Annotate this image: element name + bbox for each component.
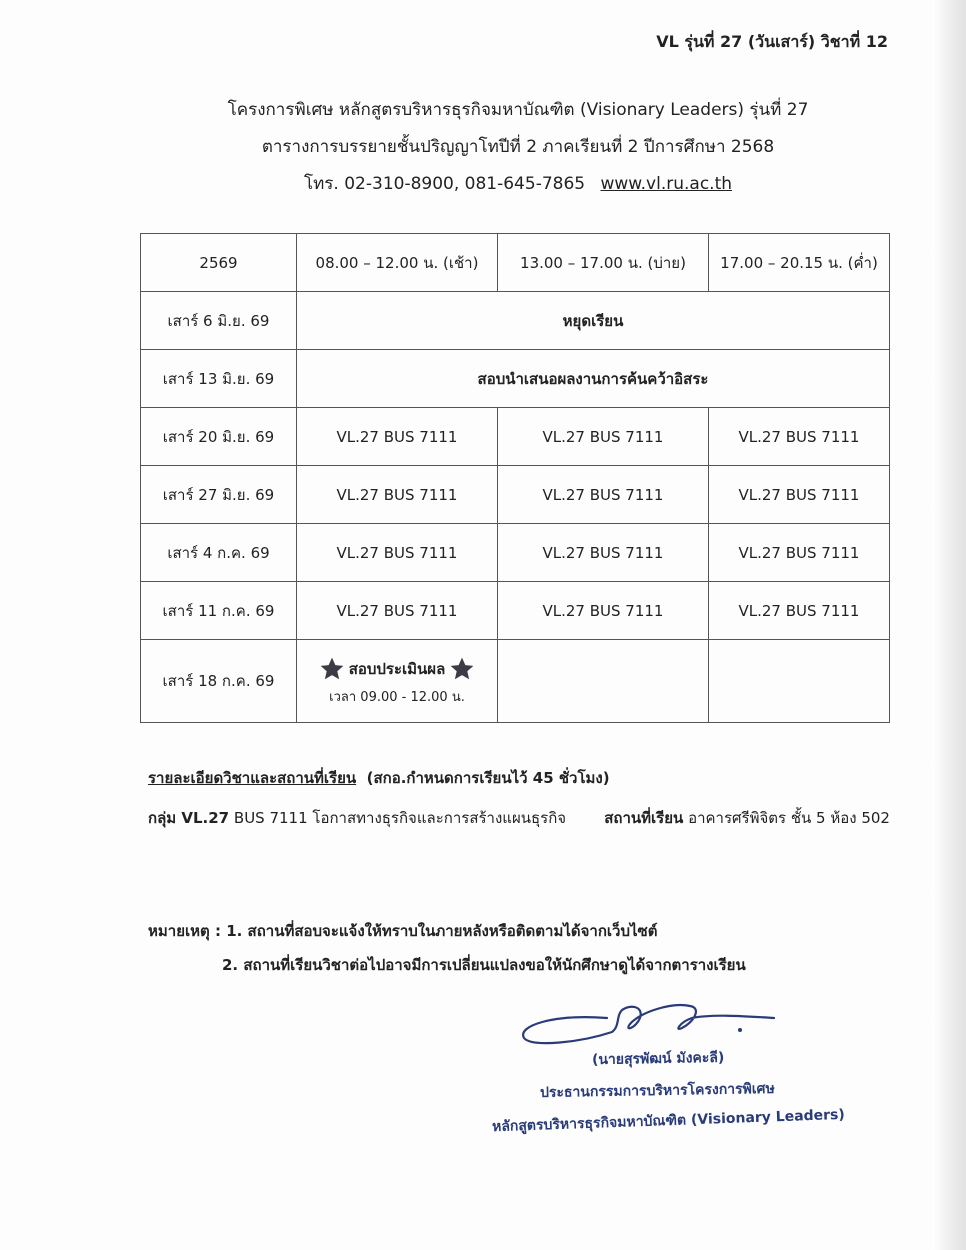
table-row [141,466,890,524]
exam-time: เวลา 09.00 - 12.00 น. [329,689,465,705]
signatory-position: ประธานกรรมการบริหารโครงการพิเศษ [539,1080,775,1102]
star-icon [319,656,345,682]
details-hours-note: (สกอ.กำหนดการเรียนไว้ 45 ชั่วโมง) [366,769,610,787]
signatory-program: หลักสูตรบริหารธุรกิจมหาบัณฑิต (Visionary Leaders) [491,1106,846,1136]
cell-afternoon: VL.27 BUS 7111 [498,466,709,524]
header-schedule-title: ตารางการบรรยายชั้นปริญญาโทปีที่ 2 ภาคเรียนที่ 2 ปีการศึกษา 2568 [261,137,775,157]
cell-evening: VL.27 BUS 7111 [709,408,890,466]
row-date: เสาร์ 13 มิ.ย. 69 [141,350,297,408]
row-merged-note: หยุดเรียน [297,292,890,350]
cell-morning: VL.27 BUS 7111 [297,524,498,582]
header-morning: 08.00 – 12.00 น. (เช้า) [297,234,498,292]
signature-scribble [512,996,792,1054]
cell-afternoon: VL.27 BUS 7111 [498,582,709,640]
table-row [141,350,890,408]
exam-label: สอบประเมินผล [348,659,446,678]
schedule-table [140,233,890,723]
table-header-row [141,234,890,292]
cell-afternoon: VL.27 BUS 7111 [498,408,709,466]
table-row [141,640,890,723]
row-date: เสาร์ 18 ก.ค. 69 [141,640,297,723]
course-name: BUS 7111 โอกาสทางธุรกิจและการสร้างแผนธุรกิจ [233,809,567,827]
row-date: เสาร์ 27 มิ.ย. 69 [141,466,297,524]
header-contact [35,170,966,197]
star-icon [449,656,475,682]
cell-afternoon: VL.27 BUS 7111 [498,524,709,582]
details-title: รายละเอียดวิชาและสถานที่เรียน [148,769,357,787]
header-website-link[interactable]: www.vl.ru.ac.th [600,174,733,194]
table-row [141,292,890,350]
table-row [141,524,890,582]
header-evening: 17.00 – 20.15 น. (ค่ำ) [709,234,890,292]
row-date: เสาร์ 6 มิ.ย. 69 [141,292,297,350]
header-afternoon: 13.00 – 17.00 น. (บ่าย) [498,234,709,292]
header-program-title: โครงการพิเศษ หลักสูตรบริหารธุรกิจมหาบัณฑิต (Visionary Leaders) รุ่นที่ 27 [227,100,809,120]
details-heading [148,766,610,790]
header-year: 2569 [141,234,297,292]
signatory-name: (นายสุรพัฒน์ มังคะลี) [591,1049,725,1069]
cell-morning: VL.27 BUS 7111 [297,582,498,640]
place-label: สถานที่เรียน [604,809,684,827]
course-details [148,806,890,830]
notes-label: หมายเหตุ : [148,922,221,940]
header-phone: โทร. 02-310-8900, 081-645-7865 [303,174,586,194]
document-code: VL รุ่นที่ 27 (วันเสาร์) วิชาที่ 12 [656,32,888,51]
table-row [141,408,890,466]
note-2: 2. สถานที่เรียนวิชาต่อไปอาจมีการเปลี่ยนแปลงขอให้นักศึกษาดูได้จากตารางเรียน [222,956,746,974]
row-date: เสาร์ 20 มิ.ย. 69 [141,408,297,466]
table-row [141,582,890,640]
cell-evening: VL.27 BUS 7111 [709,524,890,582]
row-merged-note: สอบนำเสนอผลงานการค้นคว้าอิสระ [297,350,890,408]
cell-exam [297,640,498,723]
notes-line-1 [148,919,657,943]
place-value: อาคารศรีพิจิตร ชั้น 5 ห้อง 502 [688,809,890,827]
note-1: 1. สถานที่สอบจะแจ้งให้ทราบในภายหลังหรือติดตามได้จากเว็บไซต์ [226,922,658,940]
cell-morning: VL.27 BUS 7111 [297,466,498,524]
cell-evening [709,640,890,723]
cell-evening: VL.27 BUS 7111 [709,466,890,524]
cell-morning: VL.27 BUS 7111 [297,408,498,466]
row-date: เสาร์ 4 ก.ค. 69 [141,524,297,582]
cell-afternoon [498,640,709,723]
cell-evening: VL.27 BUS 7111 [709,582,890,640]
row-date: เสาร์ 11 ก.ค. 69 [141,582,297,640]
group-label: กลุ่ม VL.27 [148,809,230,827]
